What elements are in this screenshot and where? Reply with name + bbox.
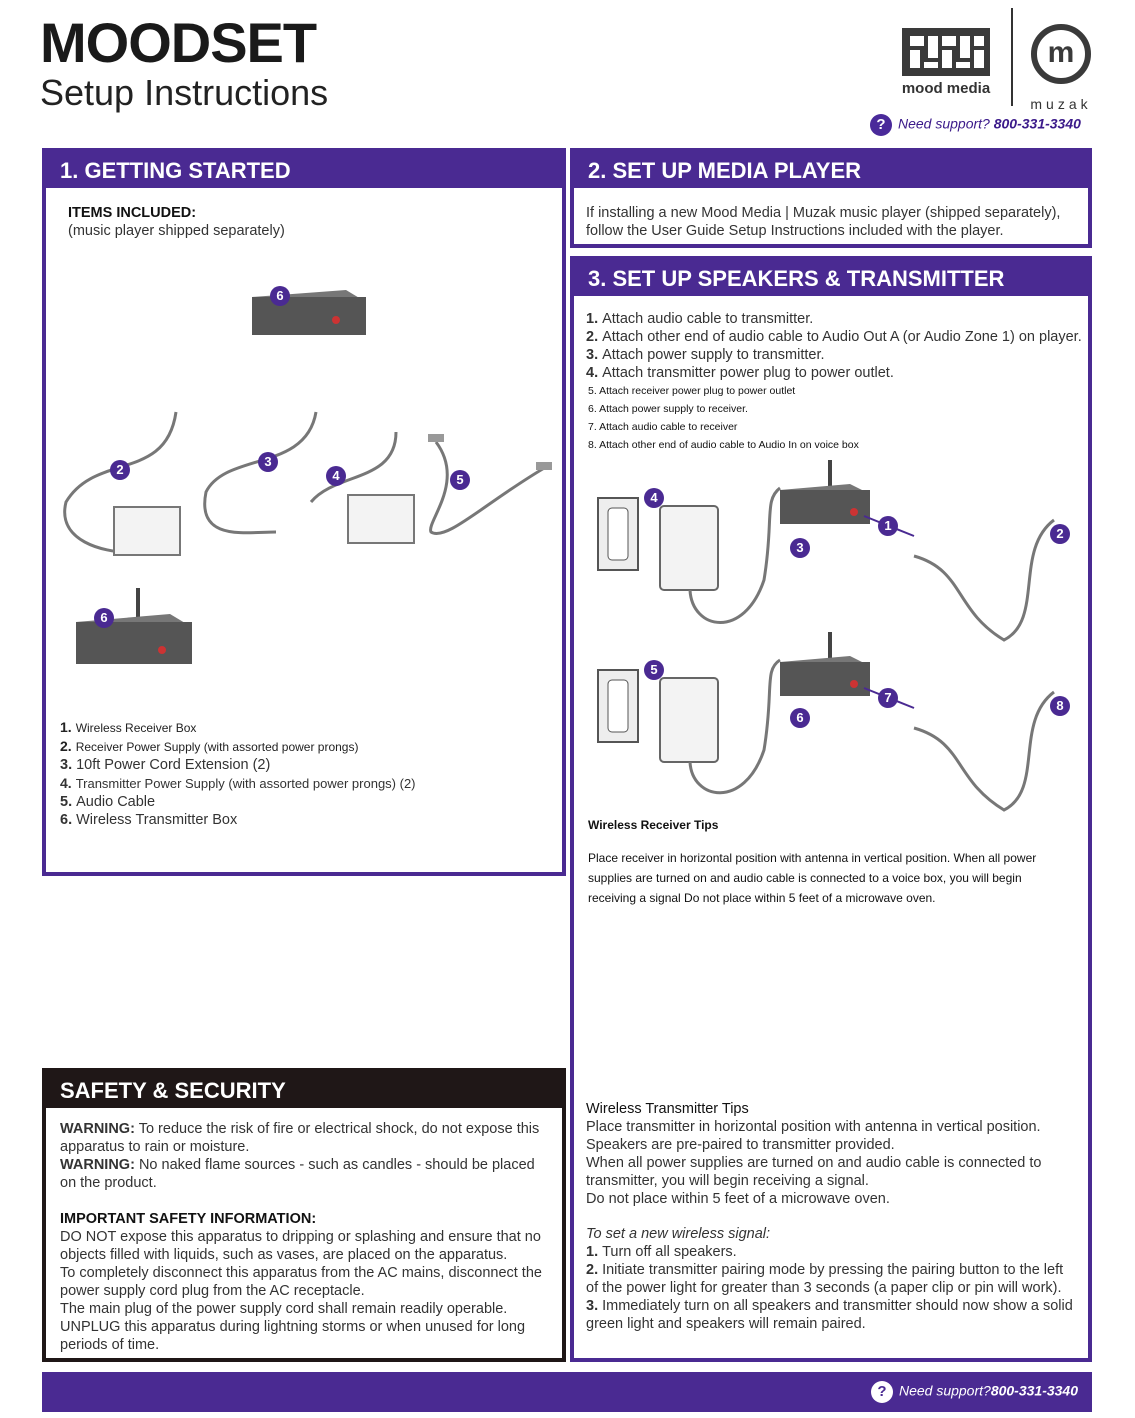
getting-started-panel xyxy=(42,148,566,876)
new-signal-steps: 1. Turn off all speakers. 2. Initiate transmitter pairing mode by pressing the pairing button to the left of the power light for greater than 3 seconds (a paper clip or pin will work). 3. Immediately turn on all speakers and transmitter should now show a solid green light and speakers will remain paired. xyxy=(586,1244,1073,1332)
callout-3: 3 xyxy=(258,452,278,472)
support-phone[interactable]: 800-331-3340 xyxy=(993,115,1081,132)
safety-warnings: WARNING: To reduce the risk of fire or electrical shock, do not expose this apparatus to rain or moisture. WARNING: No naked flame sources - such as candles - should be placed on the product. IMPORTANT SAFETY INFORMATION: DO NOT expose this apparatus to dripping or splashing and ensure that no objects filled with liquids, such as vases, are placed on the apparatus. To completely disconnect this apparatus from the AC mains, disconnect the power supply cord plug from the AC receptacle. The main plug of the power supply cord shall remain readily operable. UNPLUG this apparatus during lightning storms or when unused for long periods of time. xyxy=(60,1120,546,1354)
receiver-tips-title: Wireless Receiver Tips xyxy=(588,818,719,832)
media-player-heading: 2. SET UP MEDIA PLAYER xyxy=(574,152,1088,188)
diagram-callout-2: 2 xyxy=(1050,524,1070,544)
setup-diagram xyxy=(574,460,1088,820)
header-support xyxy=(870,114,1081,136)
mood-media-name: mood media xyxy=(901,80,991,97)
receiver-box-icon xyxy=(76,588,192,664)
diagram-callout-7: 7 xyxy=(878,688,898,708)
outlet-bottom-icon xyxy=(598,670,638,742)
media-player-panel xyxy=(570,148,1092,248)
small-step-6: 6. Attach power supply to receiver. xyxy=(588,403,748,415)
receiver-power-supply-icon xyxy=(114,507,180,555)
footer-support xyxy=(871,1381,1078,1403)
mood-media-logo xyxy=(900,28,992,97)
safety-panel xyxy=(42,1068,566,1362)
muzak-letter: m xyxy=(1031,24,1091,84)
callout-4: 4 xyxy=(326,466,346,486)
diagram-callout-8: 8 xyxy=(1050,696,1070,716)
logo-divider xyxy=(1011,8,1013,106)
callout-6-bottom: 6 xyxy=(94,608,114,628)
help-icon: ? xyxy=(870,114,892,136)
footer-help-icon: ? xyxy=(871,1381,893,1403)
receiver-tips-body: Place receiver in horizontal position with antenna in vertical position. When all power supplies are turned on and audio cable is connected to a voice box, you will begin receiving a signal Do not place within 5 feet of a microwave oven. xyxy=(588,851,1037,905)
outlet-top-icon xyxy=(598,498,638,570)
muzak-logo xyxy=(1030,24,1092,112)
small-step-5: 5. Attach receiver power plug to power outlet xyxy=(588,385,796,397)
footer-support-phone[interactable]: 800-331-3340 xyxy=(990,1382,1078,1399)
important-title: IMPORTANT SAFETY INFORMATION: xyxy=(60,1211,317,1227)
callout-5: 5 xyxy=(450,470,470,490)
page-title: MOODSET xyxy=(40,11,317,74)
items-note: (music player shipped separately) xyxy=(68,223,285,239)
muzak-name: muzak xyxy=(1030,96,1092,112)
items-list: 1. Wireless Receiver Box 2. Receiver Power Supply (with assorted power prongs) 3. 10ft Power Cord Extension (2) 4. Transmitter Power Supply (with assorted power prongs) (2) 5. Audio Cable 6. Wireless Transmitter Box xyxy=(60,719,416,828)
transmitter-tips-title: Wireless Transmitter Tips xyxy=(586,1101,749,1117)
items-title: ITEMS INCLUDED: xyxy=(68,205,197,221)
footer-support-label: Need support? xyxy=(898,1382,991,1399)
support-label: Need support? xyxy=(898,115,990,132)
page-subtitle: Setup Instructions xyxy=(40,72,329,113)
callout-2: 2 xyxy=(110,460,130,480)
diagram-callout-3: 3 xyxy=(790,538,810,558)
diagram-callout-5: 5 xyxy=(644,660,664,680)
media-player-body: If installing a new Mood Media | Muzak music player (shipped separately), follow the User Guide Setup Instructions included with the player. xyxy=(586,205,1061,239)
callout-6-top: 6 xyxy=(270,286,290,306)
diagram-callout-1: 1 xyxy=(878,516,898,536)
diagram-callout-6: 6 xyxy=(790,708,810,728)
speakers-heading: 3. SET UP SPEAKERS & TRANSMITTER xyxy=(574,260,1088,296)
new-signal-title: To set a new wireless signal: xyxy=(586,1226,771,1242)
small-step-7: 7. Attach audio cable to receiver xyxy=(588,421,738,433)
footer-bar xyxy=(42,1372,1092,1412)
diagram-callout-4: 4 xyxy=(644,488,664,508)
getting-started-heading: 1. GETTING STARTED xyxy=(46,152,562,188)
speakers-steps: 1. Attach audio cable to transmitter. 2. Attach other end of audio cable to Audio Out A (or Audio Zone 1) on player. 3. Attach power supply to transmitter. 4. Attach transmitter power plug to power outlet. 5. Attach receiver power plug to power outlet 6. Attach power supply to receiver. 7. Attach audio cable to receiver 8. Attach other end of audio cable to Audio In on voice box xyxy=(586,310,1086,454)
small-step-8: 8. Attach other end of audio cable to Audio In on voice box xyxy=(588,439,859,451)
transmitter-tips-body: Place transmitter in horizontal position with antenna in vertical position. Speakers are pre-paired to transmitter provided. When all power supplies are turned on and audio cable is connected to transmitter, you will begin receiving a signal. Do not place within 5 feet of a microwave oven. xyxy=(586,1119,1042,1207)
speakers-panel xyxy=(570,256,1092,1362)
safety-heading: SAFETY & SECURITY xyxy=(46,1072,562,1108)
transmitter-power-supply-icon xyxy=(348,495,414,543)
mood-media-mark-icon xyxy=(902,28,990,76)
